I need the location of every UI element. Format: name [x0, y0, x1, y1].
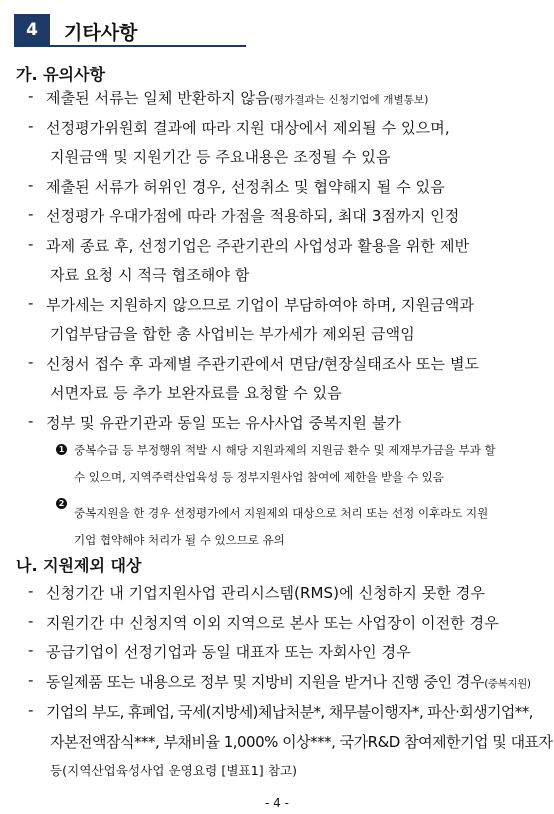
item-suffix: (평가결과는 신청기업에 개별통보) [269, 94, 429, 106]
bullet-dash: - [28, 412, 34, 430]
list-item-line: 신청서 접수 후 과제별 주관기관에서 면담/현장실태조사 또는 별도 [46, 355, 480, 373]
section-b-title: 나. 지원제외 대상 [16, 556, 142, 575]
section-a-title: 가. 유의사항 [16, 65, 105, 84]
bullet-dash: - [28, 205, 34, 223]
bullet-dash: - [28, 612, 34, 630]
list-item [46, 671, 531, 692]
list-item-line: 선정평가위원회 결과에 따라 지원 대상에서 제외될 수 있으며, [46, 119, 450, 137]
list-item-line: 공급기업이 선정기업과 동일 대표자 또는 자회사인 경우 [46, 643, 411, 661]
section-title: 기타사항 [64, 22, 138, 44]
list-item-line: 지원금액 및 지원기간 등 주요내용은 조정될 수 있음 [50, 148, 391, 166]
list-item-line: 기업부담금을 합한 총 사업비는 부가세가 제외된 금액임 [50, 325, 415, 343]
bullet-dash: - [28, 671, 34, 689]
list-item-line: 자료 요청 시 적극 협조해야 함 [50, 266, 250, 284]
list-item-line: 자본전액잠식***, 부채비율 1,000% 이상***, 국가R&D 참여제한기업 및 대표자 [50, 733, 553, 751]
page-number: - 4 - [265, 796, 289, 810]
list-item-line: 지원기간 中 신청지역 이외 지역으로 본사 또는 사업장이 이전한 경우 [46, 614, 499, 632]
list-item-line: 서면자료 등 추가 보완자료를 요청할 수 있음 [50, 384, 342, 402]
bullet-dash: - [28, 87, 34, 105]
bullet-dash: - [28, 582, 34, 600]
note-line: 중복지원을 한 경우 선정평가에서 지원제외 대상으로 처리 또는 선정 이후라도 지원 [74, 506, 489, 520]
note-line: 중복수급 등 부정행위 적발 시 해당 지원과제의 지원금 환수 및 제재부가금을 부과 할 [74, 443, 496, 457]
note-marker: 1 [56, 444, 67, 455]
list-item-line: 정부 및 유관기관과 동일 또는 유사사업 중복지원 불가 [46, 414, 402, 432]
header-underline [14, 45, 246, 47]
note-line: 수 있으며, 지역주력산업육성 등 정부지원사업 참여에 제한을 받을 수 있음 [74, 470, 444, 484]
list-item-line: 과제 종료 후, 선정기업은 주관기관의 사업성과 활용을 위한 제반 [46, 237, 470, 255]
list-item [46, 87, 428, 108]
list-item-line: 신청기간 내 기업지원사업 관리시스템(RMS)에 신청하지 못한 경우 [46, 584, 486, 602]
list-item-line: 기업의 부도, 휴폐업, 국세(지방세)체납처분*, 채무불이행자*, 파산·회생기업**, [46, 703, 533, 721]
bullet-dash: - [28, 235, 34, 253]
bullet-dash: - [28, 353, 34, 371]
list-item-line: 제출된 서류가 허위인 경우, 선정취소 및 협약해지 될 수 있음 [46, 178, 445, 196]
bullet-dash: - [28, 176, 34, 194]
item-text: 동일제품 또는 내용으로 정부 및 지방비 지원을 받거나 진행 중인 경우 [46, 673, 485, 691]
section-header [14, 14, 246, 46]
item-text: 제출된 서류는 일체 반환하지 않음 [46, 89, 270, 107]
bullet-dash: - [28, 294, 34, 312]
bullet-dash: - [28, 117, 34, 135]
note-marker: 2 [56, 498, 67, 509]
list-item-line: 부가세는 지원하지 않으므로 기업이 부담하여야 하며, 지원금액과 [46, 296, 475, 314]
section-number-badge: 4 [14, 14, 50, 46]
list-item-line: 선정평가 우대가점에 따라 가점을 적용하되, 최대 3점까지 인정 [46, 207, 460, 225]
item-suffix: (중복지원) [484, 678, 531, 690]
note-line: 기업 협약해야 처리가 될 수 있으므로 유의 [74, 533, 285, 547]
bullet-dash: - [28, 641, 34, 659]
list-item-line: 등(지역산업육성사업 운영요령 [별표1] 참고) [50, 763, 298, 778]
bullet-dash: - [28, 701, 34, 719]
